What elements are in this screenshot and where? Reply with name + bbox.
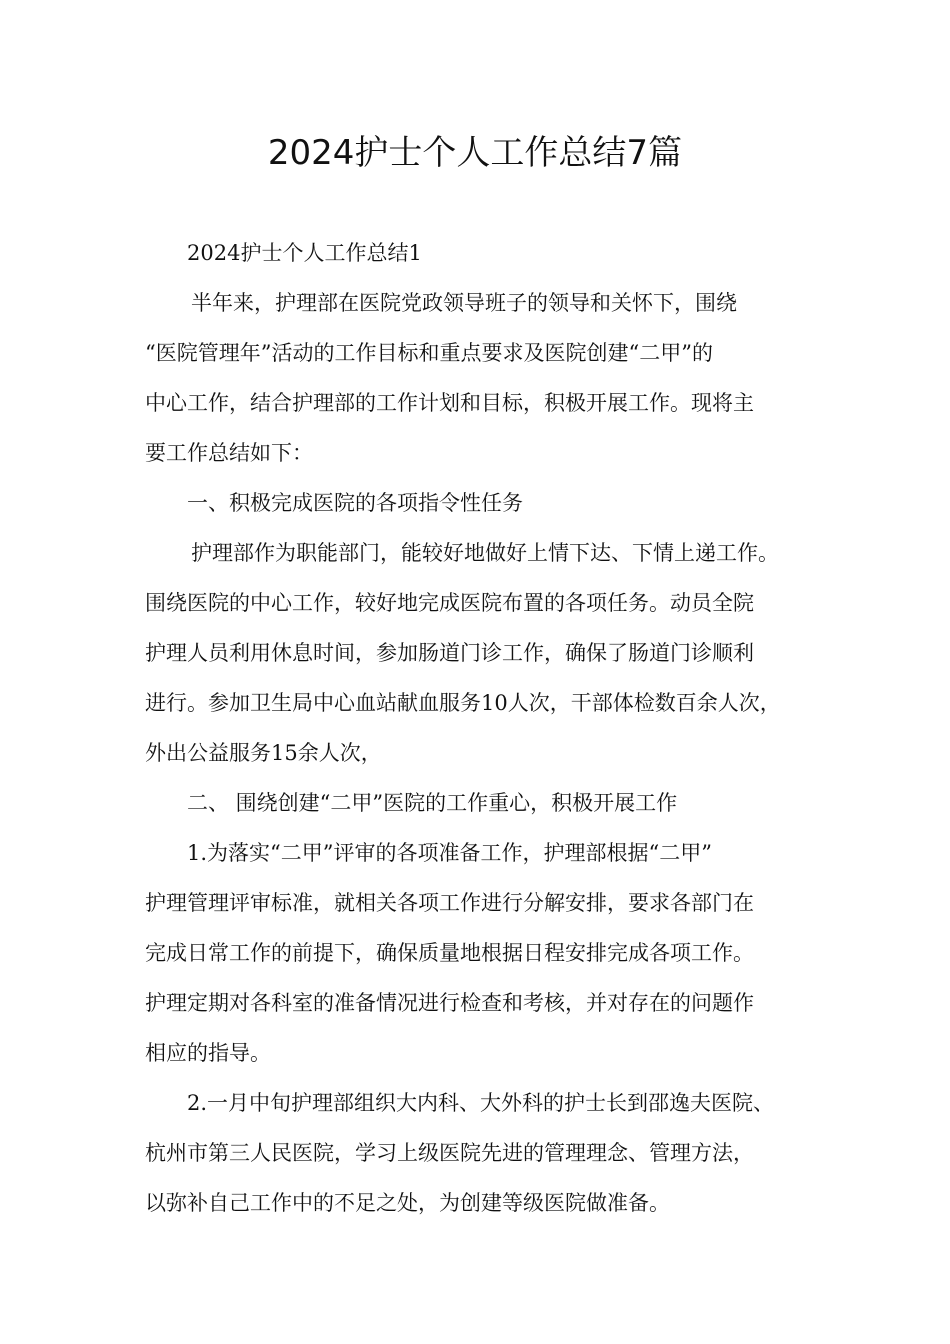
paragraph-1-line-2: “医院管理年”活动的工作目标和重点要求及医院创建“二甲”的	[145, 341, 713, 365]
subheading-1: 一、积极完成医院的各项指令性任务	[187, 491, 523, 515]
paragraph-1-line-1: 半年来，护理部在医院党政领导班子的领导和关怀下，围绕	[191, 291, 737, 315]
section-heading-1: 2024护士个人工作总结1	[187, 241, 422, 265]
paragraph-3-line-1: 1.为落实“二甲”评审的各项准备工作，护理部根据“二甲”	[187, 841, 712, 865]
paragraph-4-line-1: 2.一月中旬护理部组织大内科、大外科的护士长到邵逸夫医院、	[187, 1091, 775, 1115]
paragraph-1-line-4: 要工作总结如下：	[145, 441, 313, 465]
paragraph-2-line-2: 围绕医院的中心工作，较好地完成医院布置的各项任务。动员全院	[145, 591, 754, 615]
paragraph-3-line-4: 护理定期对各科室的准备情况进行检查和考核，并对存在的问题作	[145, 991, 754, 1015]
paragraph-3-line-5: 相应的指导。	[145, 1041, 271, 1065]
document-title: 2024护士个人工作总结7篇	[267, 133, 683, 173]
paragraph-2-line-5: 外出公益服务15余人次，	[145, 741, 382, 765]
subheading-2: 二、 围绕创建“二甲”医院的工作重心，积极开展工作	[187, 791, 678, 815]
paragraph-4-line-3: 以弥补自己工作中的不足之处，为创建等级医院做准备。	[145, 1191, 670, 1215]
paragraph-2-line-1: 护理部作为职能部门，能较好地做好上情下达、下情上递工作。	[191, 541, 779, 565]
paragraph-3-line-3: 完成日常工作的前提下，确保质量地根据日程安排完成各项工作。	[145, 941, 754, 965]
document-body	[145, 228, 825, 1228]
paragraph-1-line-3: 中心工作，结合护理部的工作计划和目标，积极开展工作。现将主	[145, 391, 754, 415]
paragraph-2-line-3: 护理人员利用休息时间，参加肠道门诊工作，确保了肠道门诊顺利	[145, 641, 754, 665]
paragraph-2-line-4: 进行。参加卫生局中心血站献血服务10人次，干部体检数百余人次，	[145, 691, 781, 715]
paragraph-4-line-2: 杭州市第三人民医院，学习上级医院先进的管理理念、管理方法，	[145, 1141, 754, 1165]
paragraph-3-line-2: 护理管理评审标准，就相关各项工作进行分解安排，要求各部门在	[145, 891, 754, 915]
